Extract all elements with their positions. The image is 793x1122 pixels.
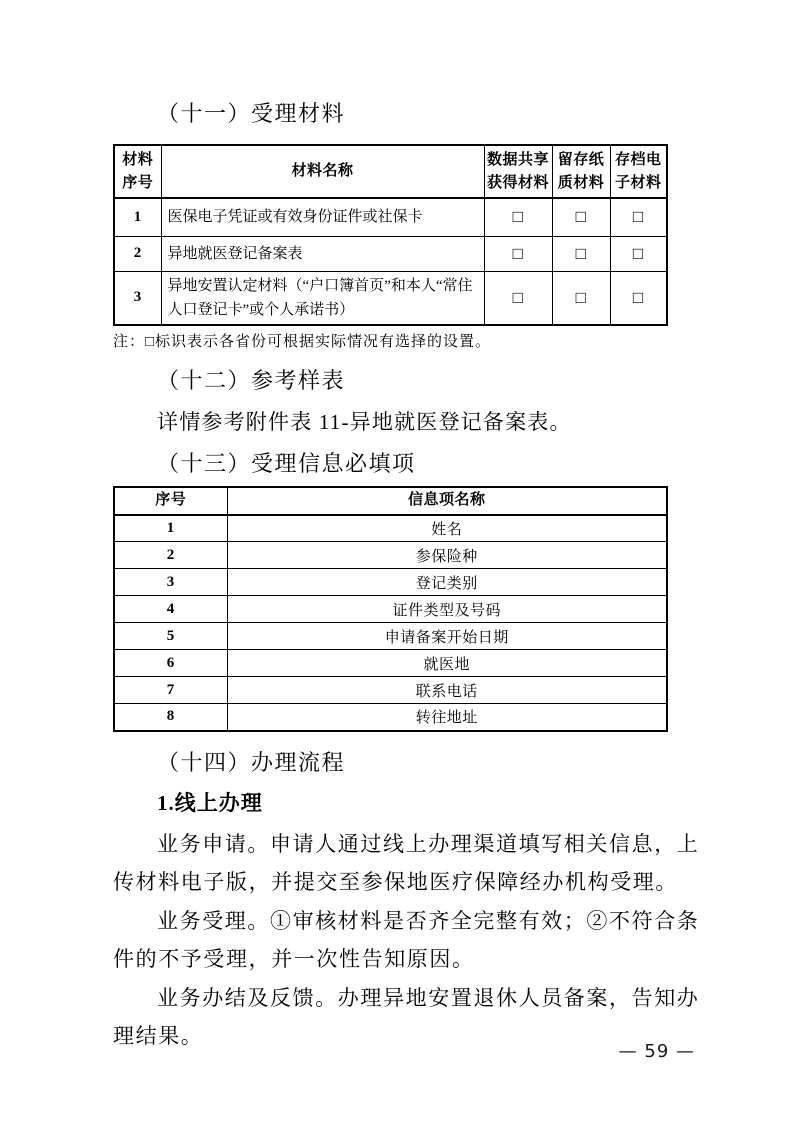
cell-item-name: 申请备案开始日期 [227, 623, 667, 650]
table-row [114, 650, 667, 677]
cell-item-name: 联系电话 [227, 677, 667, 704]
cell-item-name: 登记类别 [227, 569, 667, 596]
empty-checkbox-icon: □ [512, 243, 524, 263]
header-e-archive [610, 145, 667, 198]
paragraph-line: 传材料电子版，并提交至参保地医疗保障经办机构受理。 [113, 870, 678, 894]
cell-seq-no: 4 [114, 596, 227, 623]
cell-item-name: 转往地址 [227, 704, 667, 731]
cell-e-archive [610, 198, 667, 236]
cell-seq-no: 1 [114, 515, 227, 542]
required-info-header [114, 487, 667, 515]
sub-heading-online: 1.线上办理 [157, 790, 263, 815]
cell-material-no: 3 [114, 271, 161, 325]
header-line: 存档电 [614, 151, 662, 168]
cell-seq-no: 2 [114, 542, 227, 569]
cell-item-name: 证件类型及号码 [227, 596, 667, 623]
paragraph-line: 件的不予受理，并一次性告知原因。 [113, 947, 475, 971]
cell-data-shared [484, 198, 552, 236]
section-heading-14: （十四）办理流程 [157, 749, 346, 775]
table-row [114, 542, 667, 569]
empty-checkbox-icon: □ [632, 243, 644, 263]
header-line: 质材料 [557, 174, 605, 191]
header-material-name [161, 145, 484, 198]
table-row [114, 677, 667, 704]
cell-seq-no: 6 [114, 650, 227, 677]
table-row [114, 623, 667, 650]
header-data-shared [484, 145, 552, 198]
materials-table-header [114, 145, 667, 198]
cell-data-shared [484, 271, 552, 325]
cell-item-name: 就医地 [227, 650, 667, 677]
empty-checkbox-icon: □ [512, 207, 524, 227]
page-number: — 59 — [618, 1041, 695, 1062]
cell-material-name: 异地安置认定材料（“户口簿首页”和本人“常住人口登记卡”或个人承诺书） [161, 271, 484, 325]
materials-table-body [114, 198, 667, 325]
cell-seq-no: 3 [114, 569, 227, 596]
table-row [114, 515, 667, 542]
cell-paper-kept [552, 271, 610, 325]
cell-paper-kept [552, 236, 610, 271]
header-material-no [114, 145, 161, 198]
header-line: 材料 [122, 151, 154, 168]
required-info-body [114, 515, 667, 731]
table-row [114, 596, 667, 623]
cell-seq-no: 8 [114, 704, 227, 731]
table-row [114, 704, 667, 731]
cell-seq-no: 7 [114, 677, 227, 704]
header-line: 数据共享 [486, 151, 549, 168]
header-line: 序号 [122, 174, 154, 191]
paragraph-line: 业务申请。申请人通过线上办理渠道填写相关信息，上 [157, 831, 700, 856]
table-row [114, 236, 667, 271]
header-paper-kept [552, 145, 610, 198]
paragraph-line: 理结果。 [113, 1024, 204, 1048]
cell-material-no: 1 [114, 198, 161, 236]
cell-seq-no: 5 [114, 623, 227, 650]
empty-checkbox-icon: □ [632, 207, 644, 227]
table-row [114, 569, 667, 596]
table-row [114, 198, 667, 236]
cell-item-name: 姓名 [227, 515, 667, 542]
section-heading-13: （十三）受理信息必填项 [157, 450, 416, 476]
table-note: 注：□标识表示各省份可根据实际情况有选择的设置。 [113, 333, 492, 350]
paragraph-line: 业务办结及反馈。办理异地安置退休人员备案，告知办 [157, 985, 700, 1010]
cell-paper-kept [552, 198, 610, 236]
section-heading-11: （十一）受理材料 [157, 101, 346, 126]
header-line: 留存纸 [557, 151, 605, 168]
materials-table [113, 144, 668, 326]
empty-checkbox-icon: □ [575, 243, 587, 263]
section-heading-12: （十二）参考样表 [157, 367, 346, 393]
paragraph-line: 业务受理。①审核材料是否齐全完整有效；②不符合条 [157, 908, 700, 933]
cell-material-no: 2 [114, 236, 161, 271]
cell-e-archive [610, 236, 667, 271]
table-header-row [114, 487, 667, 515]
cell-data-shared [484, 236, 552, 271]
header-item-name: 信息项名称 [227, 487, 667, 515]
header-line: 子材料 [614, 174, 662, 191]
empty-checkbox-icon: □ [512, 287, 524, 307]
cell-item-name: 参保险种 [227, 542, 667, 569]
reference-text: 详情参考附件表 11-异地就医登记备案表。 [157, 409, 572, 434]
empty-checkbox-icon: □ [575, 207, 587, 227]
process-paragraphs [113, 825, 700, 1056]
empty-checkbox-icon: □ [575, 287, 587, 307]
header-line: 获得材料 [486, 174, 549, 191]
cell-e-archive [610, 271, 667, 325]
cell-material-name: 异地就医登记备案表 [161, 236, 484, 271]
empty-checkbox-icon: □ [632, 287, 644, 307]
header-line: 材料名称 [291, 163, 354, 179]
table-row [114, 271, 667, 325]
required-info-table [113, 486, 668, 732]
header-seq-no: 序号 [114, 487, 227, 515]
table-header-row [114, 145, 667, 198]
cell-material-name: 医保电子凭证或有效身份证件或社保卡 [161, 198, 484, 236]
